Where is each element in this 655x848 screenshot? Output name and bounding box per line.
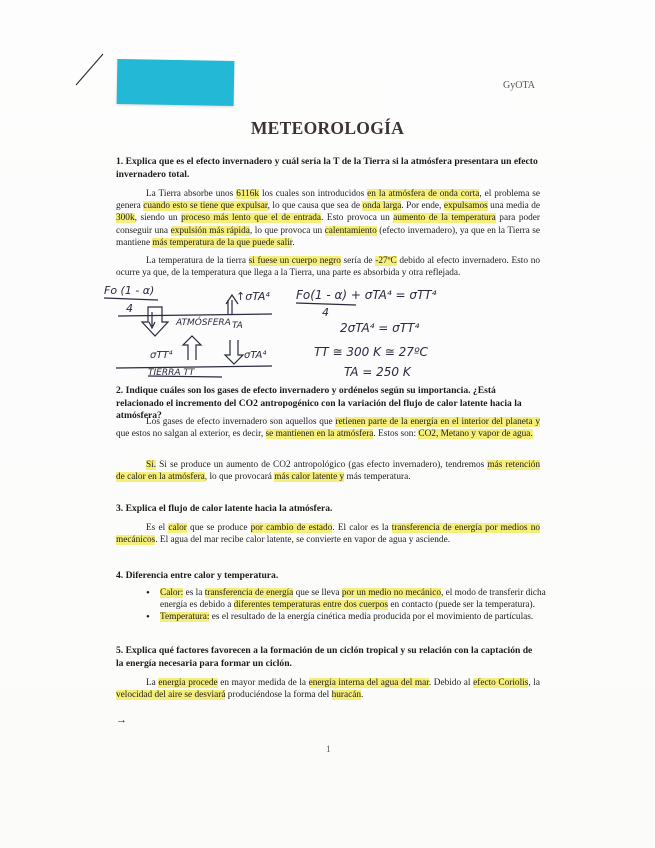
- question-5-paragraph-1: [116, 677, 540, 701]
- text-segment: debido al efecto invernadero. Esto no ocurre ya que, de la temperatura que llega a la Tierra, una parte es absorbida y otra reflejada.: [116, 256, 540, 279]
- text-segment: que se produce: [186, 523, 251, 533]
- hw-eq4: TA = 250 K: [344, 365, 411, 379]
- text-segment: que se lleva: [293, 588, 342, 598]
- highlighted-text: energía interna del agua del mar: [308, 678, 429, 688]
- highlighted-text: por un medio no mecánico: [341, 588, 441, 598]
- hw-eq3: TT ≅ 300 K ≅ 27ºC: [314, 345, 428, 359]
- text-segment: produciéndose la forma del: [225, 690, 332, 701]
- text-segment: sería de: [340, 256, 376, 266]
- question-3-paragraph-1: [116, 522, 540, 546]
- text-segment: , siendo un: [134, 213, 182, 224]
- text-segment: . Debido al: [428, 678, 474, 688]
- text-segment: (efecto invernadero), ya que en la Tierra se mantiene: [116, 225, 540, 248]
- highlighted-text: transferencia de energía por medios no mecánicos: [116, 523, 540, 546]
- hw-fo-left-den: 4: [126, 302, 133, 315]
- highlighted-text: calentamiento: [324, 225, 377, 236]
- page-title: METEOROLOGÍA: [250, 118, 405, 138]
- highlighted-text: onda larga: [362, 201, 402, 212]
- question-1-title: 1. Explica que es el efecto invernadero y cuál sería la T de la Tierra si la atmósfera presentara un efecto invernadero total.: [116, 156, 538, 180]
- header-code: GyOTA: [503, 80, 535, 91]
- text-segment: . Por ende,: [401, 201, 444, 212]
- hw-eq2: 2σTA⁴ = σTT⁴: [340, 321, 420, 335]
- text-segment: en contacto (puede ser la temperatura).: [388, 600, 535, 611]
- bullet-calor: [146, 587, 556, 611]
- highlighted-text: proceso más lento que el de entrada: [181, 213, 322, 224]
- text-segment: Es el: [146, 523, 169, 533]
- highlighted-text: huracán: [331, 690, 361, 701]
- question-4-title: 4. Diferencia entre calor y temperatura.: [116, 570, 279, 581]
- highlighted-text: expulsión más rápida: [170, 225, 250, 236]
- text-segment: La temperatura de la tierra: [146, 256, 249, 266]
- highlighted-text: diferentes temperaturas entre dos cuerpos: [233, 600, 389, 611]
- highlighted-text: cuando esto se tiene que expulsar: [143, 201, 268, 212]
- highlighted-text: energía procede: [158, 678, 218, 688]
- text-segment: .: [360, 690, 364, 701]
- hw-sigma-ta4-bottom: σTA⁴: [244, 350, 267, 361]
- question-4-bullet-list: [130, 587, 556, 624]
- text-segment: Si se produce un aumento de CO2 antropológico (gas efecto invernadero), tendremos: [156, 460, 488, 470]
- hw-fo-left: Fo (1 - α): [104, 284, 155, 297]
- highlighted-text: -27ºC: [375, 256, 397, 266]
- highlighted-text: efecto Coriolis: [473, 678, 529, 688]
- text-segment: , lo que causa que sea de: [267, 201, 363, 212]
- highlighted-text: más calor latente y: [274, 472, 345, 483]
- hw-eq1: Fo(1 - α) + σTA⁴ = σTT⁴: [296, 288, 437, 302]
- inner-arrow: [149, 312, 155, 328]
- highlighted-text: expulsamos: [443, 201, 488, 212]
- question-3-title: 3. Explica el flujo de calor latente hacia la atmósfera.: [116, 503, 333, 514]
- hw-tierra: TIERRA TT: [148, 368, 195, 378]
- text-segment: . El calor es la: [332, 523, 392, 533]
- highlighted-text: Sí.: [146, 460, 157, 470]
- highlighted-text: más retención de calor en la atmósfera: [116, 460, 541, 483]
- text-segment: , la: [528, 678, 541, 688]
- down-arrow-ground: [225, 340, 243, 364]
- text-segment: . Esto provoca un: [321, 213, 394, 224]
- hw-eq1-den: 4: [322, 306, 329, 319]
- text-segment: en mayor medida de la: [217, 678, 309, 688]
- question-2-paragraph-2: [116, 459, 540, 483]
- hw-sigma-ta4-top: ↑σTA⁴: [236, 290, 270, 303]
- fraction-bar-right: [296, 303, 356, 305]
- highlighted-text: CO2, Metano y vapor de agua.: [418, 429, 533, 440]
- highlighted-text: velocidad del aire se desviará: [116, 690, 226, 701]
- text-segment: Los gases de efecto invernadero son aquellos que: [146, 417, 336, 427]
- text-segment: La: [146, 678, 159, 688]
- up-arrow-ground: [183, 336, 201, 360]
- highlighted-text: Calor:: [160, 588, 184, 598]
- highlighted-text: más temperatura de la que puede salir: [152, 237, 293, 248]
- highlighted-text: se mantienen en la atmósfera: [265, 429, 374, 440]
- text-segment: , el modo de transferir dicha energía es debido a: [160, 588, 546, 611]
- highlighted-text: 6116k: [236, 189, 260, 199]
- atmosphere-line: [118, 314, 272, 316]
- hw-atmosfera: ATMÓSFERA: [176, 318, 231, 328]
- text-segment: , lo que provoca un: [249, 225, 325, 236]
- text-segment: La Tierra absorbe unos: [146, 189, 237, 199]
- continue-arrow: →: [116, 714, 127, 726]
- highlighted-text: 300k: [116, 213, 135, 224]
- question-2-title: 2. Indique cuáles son los gases de efecto invernadero y ordénelos según su importancia. ¿Está relacionado el incremento del CO2 antropogénico con la variación del flujo de calor latente hacia la atmósfera?: [116, 385, 522, 421]
- fraction-bar-left: [104, 298, 158, 300]
- question-2-paragraph-1: [116, 416, 540, 440]
- text-segment: más temperatura.: [344, 472, 411, 483]
- question-5-title: 5. Explica qué factores favorecen a la formación de un ciclón tropical y su relación con la captación de la energía necesaria para formar un ciclón.: [116, 645, 533, 669]
- page-number: 1: [326, 744, 331, 754]
- highlighted-text: calor: [168, 523, 187, 533]
- highlighted-text: por cambio de estado: [250, 523, 333, 533]
- hw-sigma-tt4: σTT⁴: [150, 350, 173, 361]
- highlighted-text: si fuese un cuerpo negro: [248, 256, 341, 266]
- text-segment: que estos no salgan al exterior, es decir,: [116, 429, 266, 440]
- text-segment: , el problema se genera: [116, 189, 540, 212]
- highlighted-text: aumento de la temperatura: [393, 213, 496, 224]
- incoming-arrow-shape: [142, 307, 168, 336]
- highlighted-text: transferencia de energía: [204, 588, 294, 598]
- bullet-temperatura: [146, 611, 556, 623]
- text-segment: , lo que provocará: [204, 472, 275, 483]
- text-segment: para poder conseguir una: [116, 213, 540, 236]
- highlighted-text: retienen parte de la energía en el interior del planeta y: [335, 417, 541, 427]
- text-segment: es la: [183, 588, 205, 598]
- text-segment: es el resultado de la energía cinética media producida por el movimiento de partículas.: [209, 612, 534, 623]
- text-segment: una media de: [487, 201, 540, 212]
- text-segment: . Estos son:: [373, 429, 419, 440]
- text-segment: los cuales son introducidos: [259, 189, 368, 199]
- text-segment: .: [292, 237, 295, 248]
- highlighted-text: en la atmósfera de onda corta: [367, 189, 480, 199]
- text-segment: . El agua del mar recibe calor latente, se convierte en vapor de agua y asciende.: [155, 535, 451, 546]
- hw-ta: TA: [232, 321, 243, 331]
- highlighted-text: Temperatura:: [160, 612, 210, 623]
